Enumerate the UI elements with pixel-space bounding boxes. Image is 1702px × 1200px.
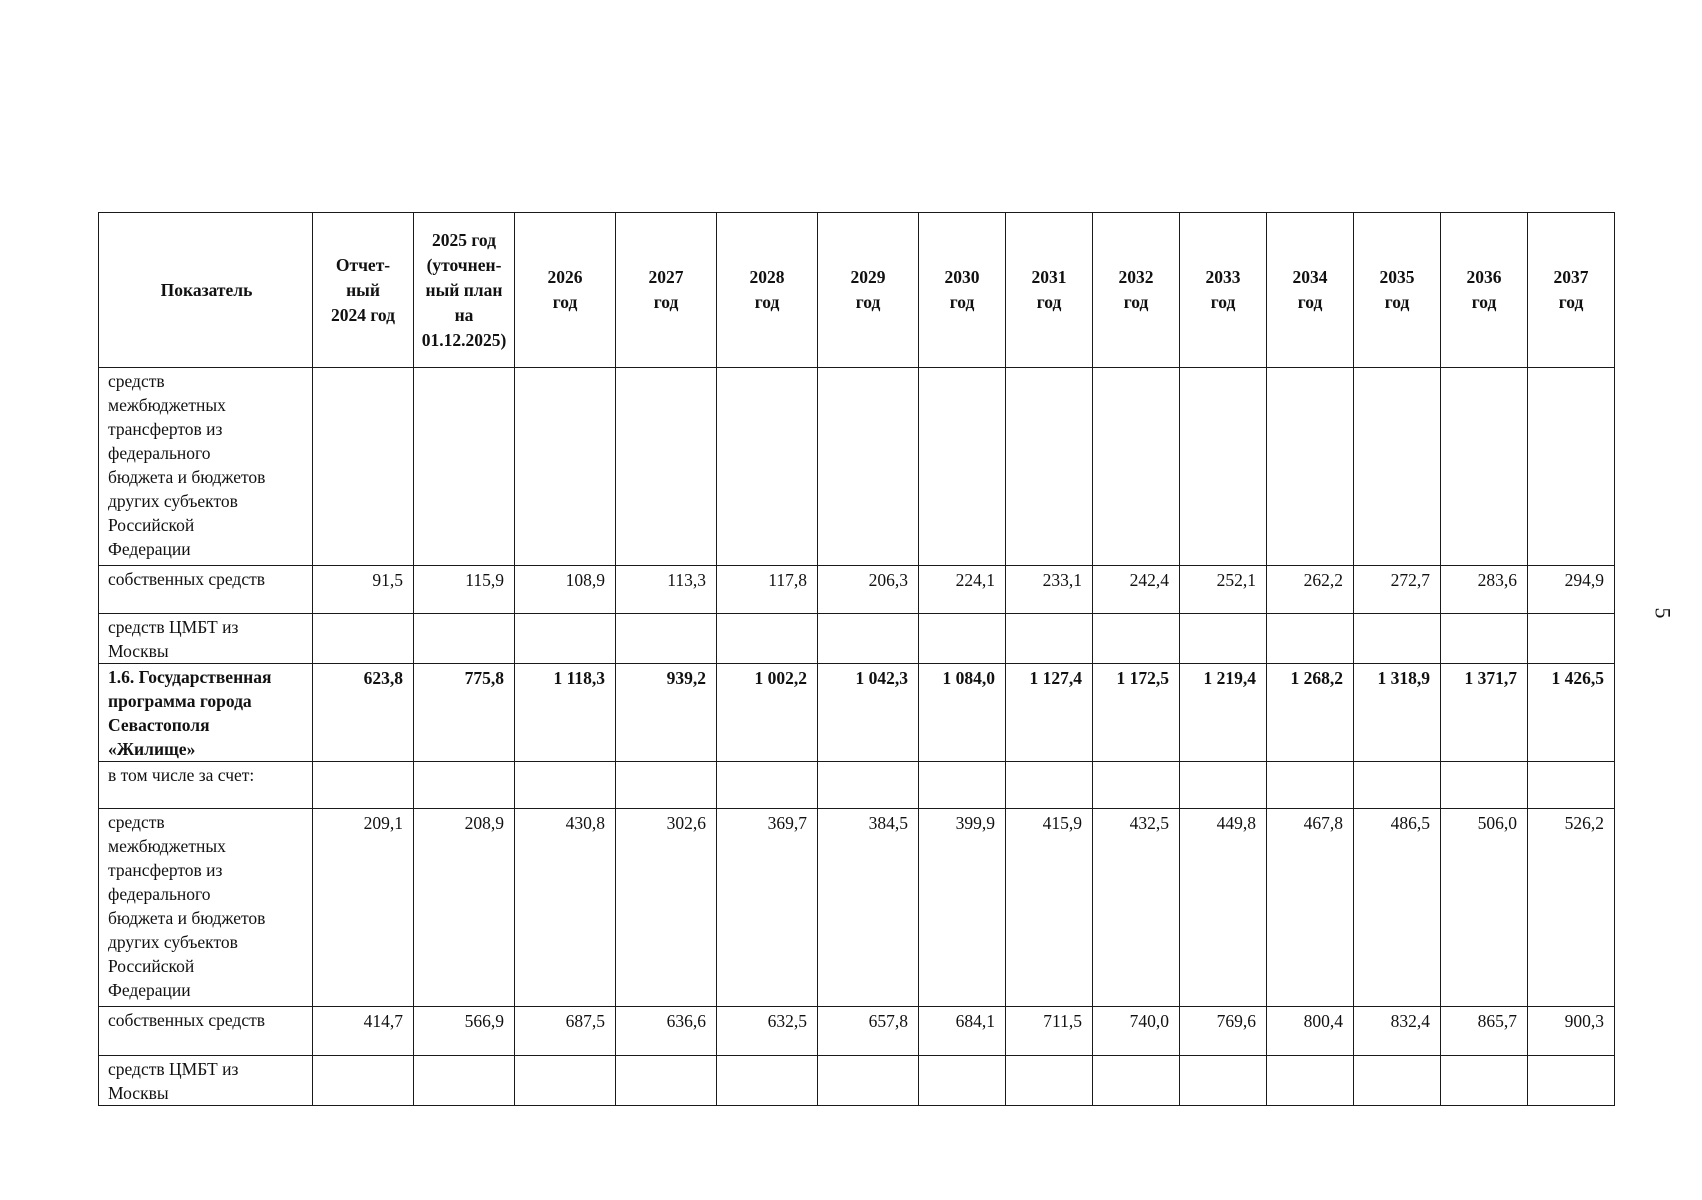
- value-cell: [919, 762, 1006, 809]
- table-header-row: [99, 213, 1615, 368]
- value-cell: 900,3: [1528, 1007, 1615, 1056]
- value-cell: [1441, 368, 1528, 566]
- value-cell: 209,1: [313, 809, 414, 1007]
- row-label: в том числе за счет:: [99, 762, 313, 809]
- row-label: средств ЦМБТ из Москвы: [99, 614, 313, 664]
- value-cell: [717, 614, 818, 664]
- value-cell: 636,6: [616, 1007, 717, 1056]
- header-indicator: Показатель: [99, 213, 313, 368]
- budget-table: [98, 212, 1615, 1106]
- value-cell: [818, 614, 919, 664]
- value-cell: [616, 368, 717, 566]
- table-row: [99, 1056, 1615, 1106]
- header-column-3: 2026 год: [515, 213, 616, 368]
- value-cell: 1 042,3: [818, 664, 919, 762]
- table-row: [99, 762, 1615, 809]
- header-column-11: 2034 год: [1267, 213, 1354, 368]
- value-cell: 369,7: [717, 809, 818, 1007]
- value-cell: [1528, 762, 1615, 809]
- header-column-1: Отчет- ный 2024 год: [313, 213, 414, 368]
- value-cell: [515, 1056, 616, 1106]
- value-cell: [313, 1056, 414, 1106]
- header-column-2: 2025 год (уточнен- ный план на 01.12.2025): [414, 213, 515, 368]
- value-cell: 449,8: [1180, 809, 1267, 1007]
- value-cell: [717, 762, 818, 809]
- value-cell: 740,0: [1093, 1007, 1180, 1056]
- value-cell: 1 172,5: [1093, 664, 1180, 762]
- value-cell: [919, 614, 1006, 664]
- table-body: [99, 368, 1615, 1106]
- value-cell: 294,9: [1528, 566, 1615, 614]
- header-column-12: 2035 год: [1354, 213, 1441, 368]
- value-cell: [414, 762, 515, 809]
- value-cell: [717, 368, 818, 566]
- value-cell: [414, 368, 515, 566]
- value-cell: [1528, 1056, 1615, 1106]
- value-cell: [1267, 762, 1354, 809]
- value-cell: 832,4: [1354, 1007, 1441, 1056]
- value-cell: 1 318,9: [1354, 664, 1441, 762]
- value-cell: [313, 762, 414, 809]
- value-cell: 566,9: [414, 1007, 515, 1056]
- table-row: [99, 664, 1615, 762]
- value-cell: 1 426,5: [1528, 664, 1615, 762]
- value-cell: 272,7: [1354, 566, 1441, 614]
- header-column-7: 2030 год: [919, 213, 1006, 368]
- value-cell: [1093, 368, 1180, 566]
- value-cell: 769,6: [1180, 1007, 1267, 1056]
- value-cell: 775,8: [414, 664, 515, 762]
- value-cell: 800,4: [1267, 1007, 1354, 1056]
- value-cell: 526,2: [1528, 809, 1615, 1007]
- header-column-14: 2037 год: [1528, 213, 1615, 368]
- value-cell: [1180, 368, 1267, 566]
- value-cell: 687,5: [515, 1007, 616, 1056]
- value-cell: [1267, 368, 1354, 566]
- value-cell: 657,8: [818, 1007, 919, 1056]
- value-cell: 711,5: [1006, 1007, 1093, 1056]
- value-cell: 399,9: [919, 809, 1006, 1007]
- value-cell: [1441, 762, 1528, 809]
- value-cell: 1 118,3: [515, 664, 616, 762]
- value-cell: [1267, 614, 1354, 664]
- value-cell: 430,8: [515, 809, 616, 1007]
- value-cell: [1006, 1056, 1093, 1106]
- value-cell: 283,6: [1441, 566, 1528, 614]
- value-cell: 224,1: [919, 566, 1006, 614]
- row-label: собственных средств: [99, 1007, 313, 1056]
- value-cell: [1093, 1056, 1180, 1106]
- table-row: [99, 566, 1615, 614]
- table-row: [99, 614, 1615, 664]
- value-cell: [414, 1056, 515, 1106]
- value-cell: 1 371,7: [1441, 664, 1528, 762]
- value-cell: [616, 1056, 717, 1106]
- value-cell: [919, 1056, 1006, 1106]
- value-cell: [414, 614, 515, 664]
- value-cell: 939,2: [616, 664, 717, 762]
- value-cell: [919, 368, 1006, 566]
- value-cell: 113,3: [616, 566, 717, 614]
- value-cell: 623,8: [313, 664, 414, 762]
- value-cell: [1354, 762, 1441, 809]
- value-cell: 1 127,4: [1006, 664, 1093, 762]
- value-cell: 1 084,0: [919, 664, 1006, 762]
- value-cell: [1354, 368, 1441, 566]
- value-cell: 1 002,2: [717, 664, 818, 762]
- row-label: 1.6. Государственная программа города Севастополя «Жилище»: [99, 664, 313, 762]
- row-label: собственных средств: [99, 566, 313, 614]
- header-column-13: 2036 год: [1441, 213, 1528, 368]
- row-label: средств межбюджетных трансфертов из федерального бюджета и бюджетов других субъектов Российской Федерации: [99, 809, 313, 1007]
- header-column-9: 2032 год: [1093, 213, 1180, 368]
- value-cell: 117,8: [717, 566, 818, 614]
- page-number: 5: [1650, 607, 1676, 619]
- value-cell: [313, 614, 414, 664]
- row-label: средств ЦМБТ из Москвы: [99, 1056, 313, 1106]
- value-cell: 384,5: [818, 809, 919, 1007]
- value-cell: [818, 368, 919, 566]
- value-cell: [1354, 1056, 1441, 1106]
- value-cell: [1528, 614, 1615, 664]
- value-cell: [1093, 762, 1180, 809]
- value-cell: [818, 1056, 919, 1106]
- value-cell: [1180, 762, 1267, 809]
- value-cell: 302,6: [616, 809, 717, 1007]
- header-column-8: 2031 год: [1006, 213, 1093, 368]
- value-cell: 108,9: [515, 566, 616, 614]
- value-cell: 486,5: [1354, 809, 1441, 1007]
- value-cell: 432,5: [1093, 809, 1180, 1007]
- value-cell: [515, 762, 616, 809]
- value-cell: 91,5: [313, 566, 414, 614]
- value-cell: [1093, 614, 1180, 664]
- table-row: [99, 1007, 1615, 1056]
- value-cell: [616, 762, 717, 809]
- value-cell: 233,1: [1006, 566, 1093, 614]
- header-column-10: 2033 год: [1180, 213, 1267, 368]
- value-cell: [1441, 614, 1528, 664]
- value-cell: [1528, 368, 1615, 566]
- value-cell: 115,9: [414, 566, 515, 614]
- value-cell: [515, 368, 616, 566]
- value-cell: [1180, 614, 1267, 664]
- value-cell: [717, 1056, 818, 1106]
- value-cell: 506,0: [1441, 809, 1528, 1007]
- value-cell: 414,7: [313, 1007, 414, 1056]
- value-cell: 206,3: [818, 566, 919, 614]
- header-column-4: 2027 год: [616, 213, 717, 368]
- value-cell: 684,1: [919, 1007, 1006, 1056]
- value-cell: [616, 614, 717, 664]
- table-row: [99, 368, 1615, 566]
- value-cell: [1441, 1056, 1528, 1106]
- value-cell: 1 219,4: [1180, 664, 1267, 762]
- value-cell: [1267, 1056, 1354, 1106]
- value-cell: [1180, 1056, 1267, 1106]
- value-cell: [1006, 614, 1093, 664]
- value-cell: [515, 614, 616, 664]
- value-cell: [313, 368, 414, 566]
- value-cell: 262,2: [1267, 566, 1354, 614]
- value-cell: 242,4: [1093, 566, 1180, 614]
- value-cell: 252,1: [1180, 566, 1267, 614]
- value-cell: 865,7: [1441, 1007, 1528, 1056]
- value-cell: 208,9: [414, 809, 515, 1007]
- value-cell: 1 268,2: [1267, 664, 1354, 762]
- value-cell: [1354, 614, 1441, 664]
- value-cell: [1006, 762, 1093, 809]
- value-cell: 415,9: [1006, 809, 1093, 1007]
- row-label: средств межбюджетных трансфертов из федерального бюджета и бюджетов других субъектов Российской Федерации: [99, 368, 313, 566]
- value-cell: 632,5: [717, 1007, 818, 1056]
- header-column-5: 2028 год: [717, 213, 818, 368]
- header-column-6: 2029 год: [818, 213, 919, 368]
- value-cell: [1006, 368, 1093, 566]
- value-cell: 467,8: [1267, 809, 1354, 1007]
- value-cell: [818, 762, 919, 809]
- table-row: [99, 809, 1615, 1007]
